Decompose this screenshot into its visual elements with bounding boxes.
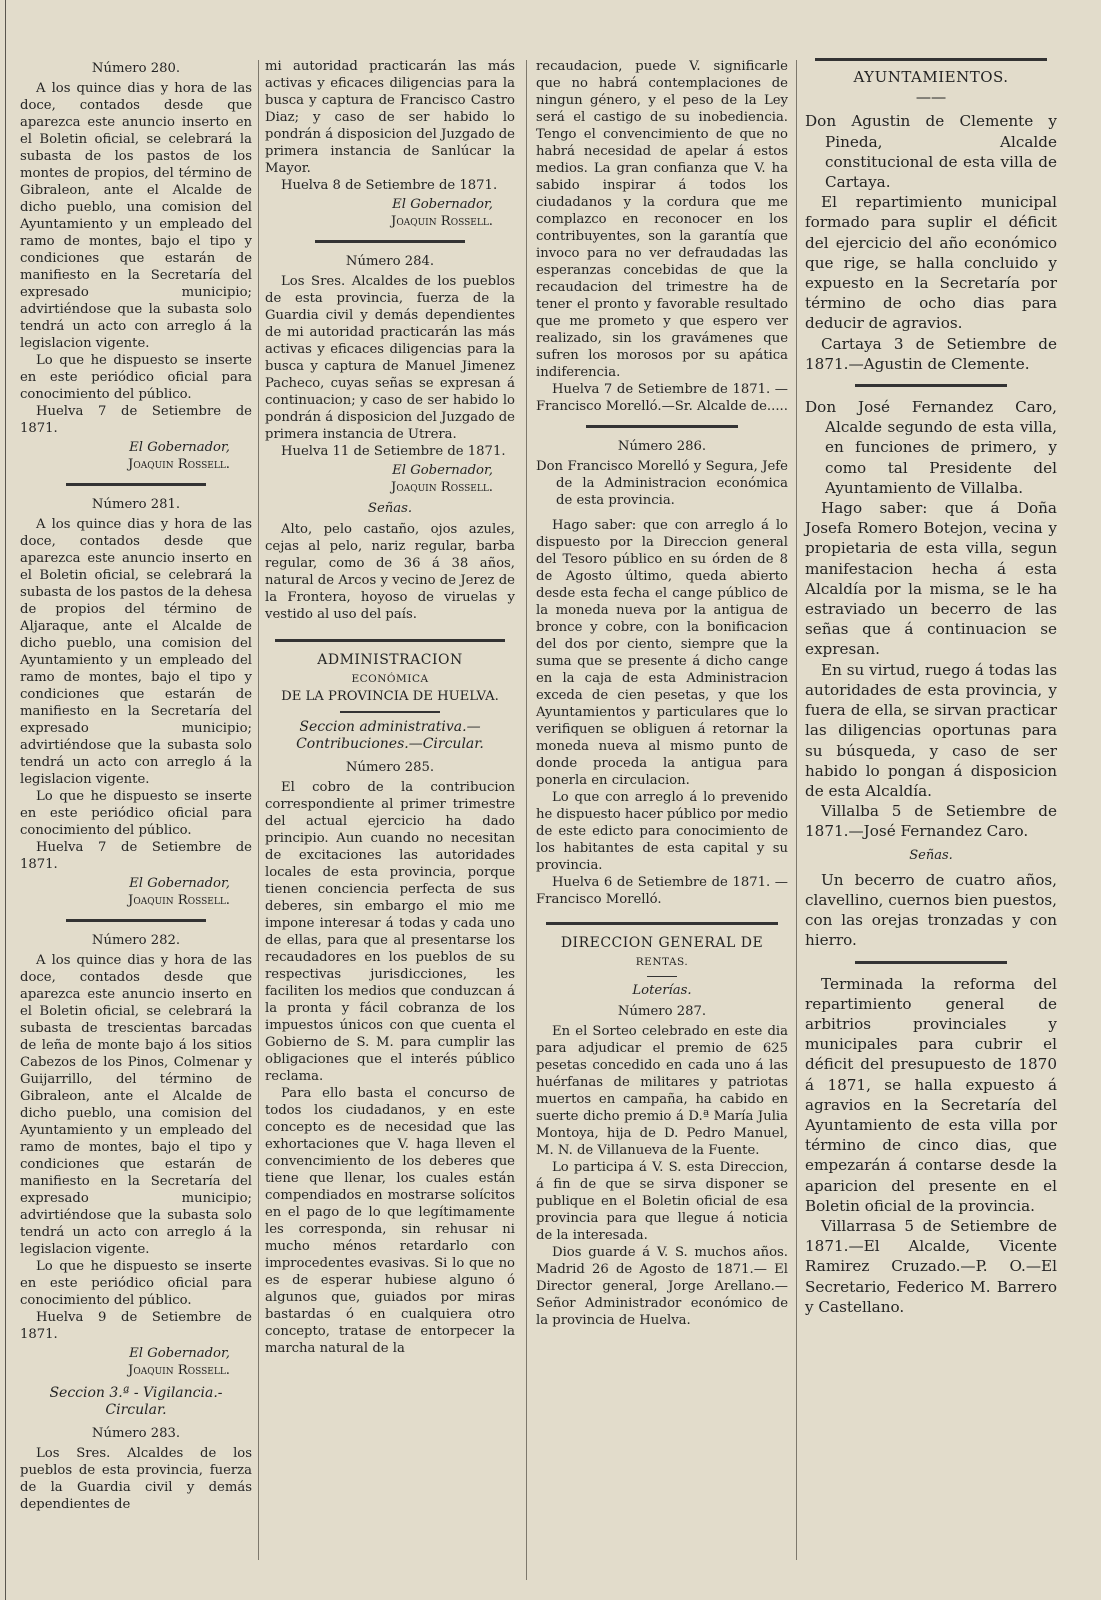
notice-number: Número 281. [91,497,181,512]
senas-heading: Señas. [909,847,953,863]
column-2 [265,58,515,1357]
section-title: AYUNTAMIENTOS. [853,68,1009,86]
separator-rule [66,919,205,922]
notice-date: Huelva 11 de Setiembre de 1871. [281,444,506,459]
notice-paragraph: Los Sres. Alcaldes de los pueblos de esta provincia, fuerza de la Guardia civil y demás dependientes de mi autoridad practicarán las más activas y eficaces diligencias para la busca y captura de Manuel Jimenez Pacheco, cuyas señas se expresan á continuacion; y caso de ser habido lo pondrán á disposicion del Juzgado de primera instancia de Utrera. [265,274,515,442]
notice-paragraph: A los quince dias y hora de las doce, contados desde que aparezca este anuncio inserto en el Boletin oficial, se celebrará la subasta de trescientas barcadas de leña de monte bajo á los sitios Cabezos de los Pinos, Colmenar y Guijarrillo, del término de Gibraleon, ante el Alcalde de dicho pueblo, una comision del Ayuntamiento y un empleado del ramo de montes, bajo el tipo y condiciones que estarán de manifiesto en la Secretaría del expresado municipio; advirtiéndose que la subasta solo tendrá un acto con arreglo á la legislacion vigente. [20,953,252,1257]
notice-number: Número 285. [345,760,435,775]
section-subtitle: ECONÓMICA [351,673,429,685]
notice-heading: Don José Fernandez Caro, Alcalde segundo de esta villa, en funciones de primero, y como tal Presidente del Ayuntamiento de Villalba. [805,398,1057,497]
separator-rule [66,483,205,486]
notice-paragraph: Dios guarde á V. S. muchos años. Madrid 26 de Agosto de 1871.— El Director general, Jorge Arellano.—Señor Administrador económico de la provincia de Huelva. [536,1245,788,1328]
separator-rule [315,240,465,243]
notice-paragraph: Terminada la reforma del repartimiento general de arbitrios provinciales y municipales para cubrir el déficit del presupuesto de 1870 á 1871, se halla expuesto á agravios en la Secretaría del Ayuntamiento de esta villa por término de cinco dias, que empezarán á contarse desde la aparicion del presente en el Boletin oficial de la provincia. [805,974,1057,1215]
notice-number: Número 282. [91,933,181,948]
signature-name: Joaquin Rossell. [128,457,230,472]
signature-title: El Gobernador, [129,1346,230,1361]
notice-paragraph: Para ello basta el concurso de todos los ciudadanos, y en este concepto es de necesidad que las exhortaciones que V. haga lleven el convencimiento de los deberes que tiene que llenar, los cuales están compendiados en mostrarse solícitos en el pago de lo que legítimamente les corresponda, sin rehusar ni mucho ménos retardarlo con improcedentes evasivas. Si lo que no es de esperar hubiese alguno ó algunos que, guiados por miras bastardas ó en cualquiera otro concepto, tratase de entorpecer la marcha natural de la [265,1086,515,1356]
notice-paragraph: En su virtud, ruego á todas las autoridades de esta provincia, y fuera de ella, se sirvan practicar las diligencias oportunas para su búsqueda, y caso de ser habido lo pongan á disposicion de esta Alcaldía. [805,660,1058,800]
column-4 [805,58,1057,1317]
notice-date: Huelva 8 de Setiembre de 1871. [281,178,498,193]
notice-paragraph: mi autoridad practicarán las más activas y eficaces diligencias para la busca y captura de Francisco Castro Diaz; y caso de ser habido lo pondrán á disposicion del Juzgado de primera instancia de Sanlúcar la Mayor. [265,59,515,176]
signature-title: El Gobernador, [129,440,230,455]
section-heading: Seccion administrativa.—Contribuciones.—Circular. [296,719,484,752]
signature [20,439,252,473]
notice-paragraph: A los quince dias y hora de las doce, contados desde que aparezca este anuncio inserto en el Boletin oficial, se celebrará la subasta de los pastos de los montes de propios, del término de Gibraleon, ante el Alcalde de dicho pueblo, una comision del Ayuntamiento y un empleado del ramo de montes, bajo el tipo y condiciones que estarán de manifiesto en la Secretaría del expresado municipio; advirtiéndose que la subasta solo tendrá un acto con arreglo á la legislacion vigente. [20,81,252,351]
section-title: ADMINISTRACION [317,652,463,668]
separator-rule [275,639,505,642]
notice-number: Número 286. [617,439,707,454]
signature [20,1345,252,1379]
notice-date: Huelva 7 de Setiembre de 1871. [20,840,252,872]
notice-paragraph: Lo que he dispuesto se inserte en este periódico oficial para conocimiento del público. [20,353,252,402]
notice-paragraph: Los Sres. Alcaldes de los pueblos de esta provincia, fuerza de la Guardia civil y demás dependientes de [20,1446,252,1512]
notice-paragraph: A los quince dias y hora de las doce, contados desde que aparezca este anuncio inserto en el Boletin oficial, se celebrará la subasta de los pastos de la dehesa de propios del término de Aljaraque, ante el Alcalde de dicho pueblo, una comision del Ayuntamiento y un empleado del ramo de montes, bajo el tipo y condiciones que estarán de manifiesto en la Secretaría del expresado municipio; advirtiéndose que la subasta solo tendrá un acto con arreglo á la legislacion vigente. [20,517,252,787]
notice-heading: Don Francisco Morelló y Segura, Jefe de la Administracion económica de esta provincia. [536,459,788,508]
notice-paragraph: Lo participa á V. S. esta Direccion, á fin de que se sirva disponer se publique en el Boletin oficial de esa provincia para que llegue á noticia de la interesada. [536,1160,788,1243]
signature-name: Joaquin Rossell. [128,1363,230,1378]
column-divider [526,60,527,1580]
notice-paragraph: Huelva 6 de Setiembre de 1871. —Francisco Morelló. [536,875,788,907]
column-divider [258,60,259,1560]
separator-rule [815,58,1047,61]
signature [265,196,515,230]
notice-date: Villalba 5 de Setiembre de 1871.—José Fernandez Caro. [805,802,1057,841]
section-title: DIRECCION GENERAL DE [560,935,764,951]
signature-title: El Gobernador, [392,197,493,212]
separator-rule [855,384,1006,387]
notice-date: Cartaya 3 de Setiembre de 1871.—Agustin de Clemente. [805,334,1057,373]
signature-name: Joaquin Rossell. [391,480,493,495]
signature-name: Joaquin Rossell. [128,893,230,908]
notice-paragraph: Hago saber: que á Doña Josefa Romero Botejon, vecina y propietaria de esta villa, segun manifestacion hecha á esta Alcaldía por la misma, se le ha estraviado un becerro de las señas que á continuacion se expresan. [805,499,1057,659]
notice-date: Huelva 9 de Setiembre de 1871. [20,1310,252,1342]
notice-date: Huelva 7 de Setiembre de 1871. [20,404,252,436]
separator-rule [855,961,1006,964]
separator-rule [546,922,778,925]
column-divider [796,60,797,1560]
signature-name: Joaquin Rossell. [391,214,493,229]
section-province: DE LA PROVINCIA DE HUELVA. [281,689,499,704]
notice-heading: Don Agustin de Clemente y Pineda, Alcalde constitucional de esta villa de Cartaya. [805,112,1057,192]
column-1 [20,58,252,1513]
notice-number: Número 284. [345,254,435,269]
signature [20,875,252,909]
notice-number: Número 280. [91,61,181,76]
signature [265,462,515,496]
notice-paragraph: Lo que con arreglo á lo prevenido he dispuesto hacer público por medio de este edicto para conocimiento de los habitantes de esta capital y su provincia. [536,790,789,873]
separator-rule [340,711,440,713]
notice-paragraph: En el Sorteo celebrado en este dia para adjudicar el premio de 625 pesetas concedido en cada uno á las huérfanas de militares y patriotas muertos en campaña, ha cabido en suerte dicho premio á D.ª María Julia Montoya, hija de D. Pedro Manuel, M. N. de Villanueva de la Fuente. [536,1024,788,1158]
section-heading: Seccion 3.ª - Vigilancia.-Circular. [49,1385,223,1418]
title-dash: —— [915,88,947,107]
section-heading: Loterías. [632,983,692,998]
section-subtitle: RENTAS. [635,956,689,968]
senas-heading: Señas. [367,501,413,516]
notice-paragraph: El cobro de la contribucion correspondiente al primer trimestre del actual ejercicio ha dado principio. Aun cuando no necesitan de excitaciones las autoridades locales de esta provincia, porque tienen conciencia perfecta de sus deberes, sin embargo el mio me impone interesar á todas y cada uno de ellas, para que al presentarse los recaudadores en los pueblos de su respectivas jurisdicciones, les faciliten los medios que conduzcan á la pronta y fácil cobranza de los impuestos únicos con que cuenta el Gobierno de S. M. para cumplir las obligaciones que el interés público reclama. [265,780,515,1084]
notice-paragraph: Lo que he dispuesto se inserte en este periódico oficial para conocimiento del público. [20,789,252,838]
notice-date: Villarrasa 5 de Setiembre de 1871.—El Alcalde, Vicente Ramirez Cruzado.—P. O.—El Secretario, Federico M. Barrero y Castellano. [805,1216,1057,1316]
notice-paragraph: El repartimiento municipal formado para suplir el déficit del ejercicio del año económico que rige, se halla concluido y expuesto en la Secretaría por término de ocho dias para deducir de agravios. [805,193,1057,333]
notice-paragraph: recaudacion, puede V. significarle que no habrá contemplaciones de ningun género, y el peso de la Ley será el castigo de su inobediencia. Tengo el convencimiento de que no habrá necesidad de apelar á estos medios. La gran confianza que V. ha sabido inspirar á todos los ciudadanos y la cordura que me complazco en reconocer en los contribuyentes, son la garantía que invoco para no ver defraudadas las esperanzas concebidas de que la recaudacion del trimestre ha de tener el pronto y favorable resultado que me prometo y que espero ver realizado, sin los gravámenes que sufren los morosos por su apática indiferencia. [536,59,788,380]
signature-title: El Gobernador, [392,463,493,478]
separator-rule [647,976,677,977]
column-3 [536,58,788,1329]
notice-paragraph: Hago saber: que con arreglo á lo dispuesto por la Direccion general del Tesoro público en su órden de 8 de Agosto último, queda abierto desde esta fecha el cange público de la moneda nueva por la antigua de bronce y cobre, con la bonificacion del dos por ciento, siempre que la suma que se presente á dicho cange en la caja de esta Administracion exceda de cien pesetas, y que los Ayuntamientos y particulares que lo verifiquen se obliguen á retornar la moneda nueva al mismo punto de donde proceda la antigua para ponerla en circulacion. [536,518,788,788]
column-divider [5,0,6,1600]
separator-rule [586,425,737,428]
notice-number: Número 283. [91,1426,181,1441]
notice-number: Número 287. [617,1004,707,1019]
senas-text: Un becerro de cuatro años, clavellino, cuernos bien puestos, con las orejas tronzadas y con hierro. [805,870,1057,950]
senas-text: Alto, pelo castaño, ojos azules, cejas al pelo, nariz regular, barba regular, como de 36 á 38 años, natural de Arcos y vecino de Jerez de la Frontera, hoyoso de viruelas y vestido al uso del país. [265,522,515,622]
notice-date: Huelva 7 de Setiembre de 1871. —Francisco Morelló.—Sr. Alcalde de..... [536,382,788,414]
notice-paragraph: Lo que he dispuesto se inserte en este periódico oficial para conocimiento del público. [20,1259,252,1308]
signature-title: El Gobernador, [129,876,230,891]
